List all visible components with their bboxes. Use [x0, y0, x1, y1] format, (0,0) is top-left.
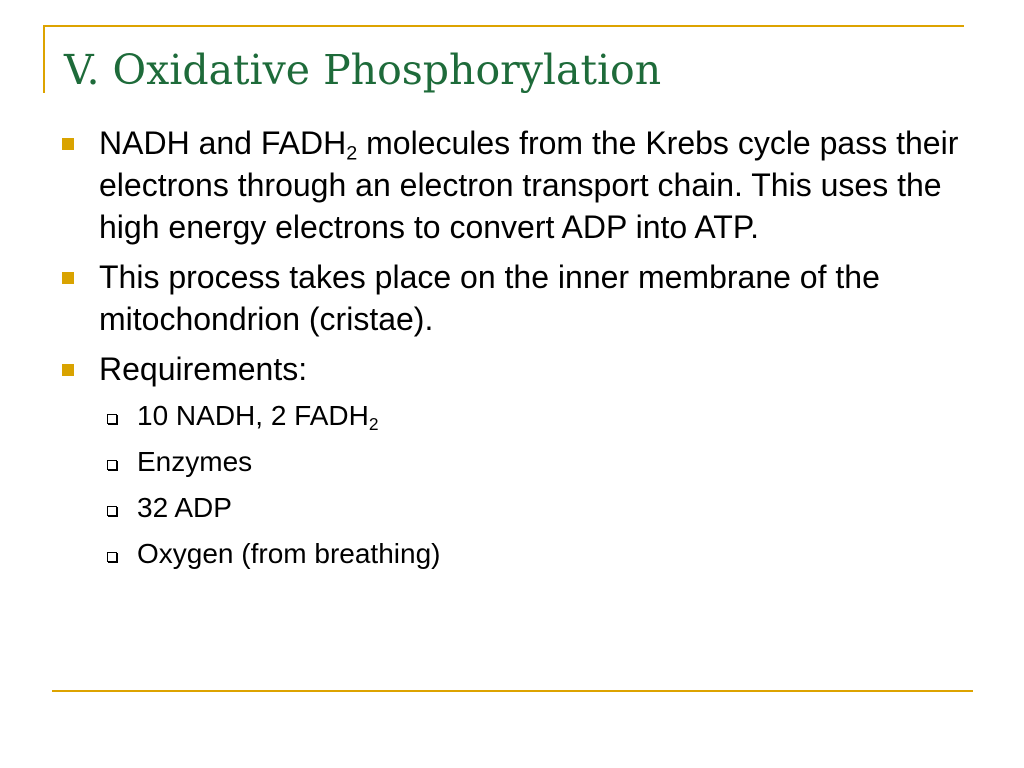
square-bullet-icon — [62, 138, 74, 150]
sub-bullet-oxygen — [62, 536, 972, 572]
bullet-text-post: molecules from the Krebs cycle pass their electrons through an electron transport chain. This uses the high energy electrons to convert ADP into ATP. — [99, 125, 959, 245]
frame-bottom-line — [52, 690, 973, 692]
square-bullet-icon — [62, 272, 74, 284]
bullet-text: Requirements: — [99, 351, 308, 387]
bullet-requirements — [62, 348, 972, 390]
subscript: 2 — [368, 413, 379, 434]
sub-bullet-text: Enzymes — [137, 446, 253, 477]
frame-left-line — [43, 25, 45, 93]
hollow-square-bullet-icon — [107, 460, 117, 470]
hollow-square-bullet-icon — [107, 414, 117, 424]
hollow-square-bullet-icon — [107, 506, 117, 516]
hollow-square-bullet-icon — [107, 552, 117, 562]
frame-top-line — [44, 25, 964, 27]
bullet-text: This process takes place on the inner membrane of the mitochondrion (cristae). — [99, 259, 880, 337]
sub-bullet-text: Oxygen (from breathing) — [137, 538, 441, 569]
slide-content — [62, 122, 972, 582]
slide-title: V. Oxidative Phosphorylation — [64, 46, 662, 94]
sub-bullet-text: 32 ADP — [137, 492, 232, 523]
subscript: 2 — [346, 142, 358, 165]
bullet-text-pre: NADH and FADH — [99, 125, 347, 161]
sub-bullet-adp — [62, 490, 972, 526]
sub-bullet-enzymes — [62, 444, 972, 480]
square-bullet-icon — [62, 364, 74, 376]
bullet-nadh-fadh2 — [62, 122, 972, 248]
bullet-location — [62, 256, 972, 340]
sub-bullet-nadh-fadh2 — [62, 398, 972, 434]
sub-bullet-text-pre: 10 NADH, 2 FADH — [137, 400, 369, 431]
